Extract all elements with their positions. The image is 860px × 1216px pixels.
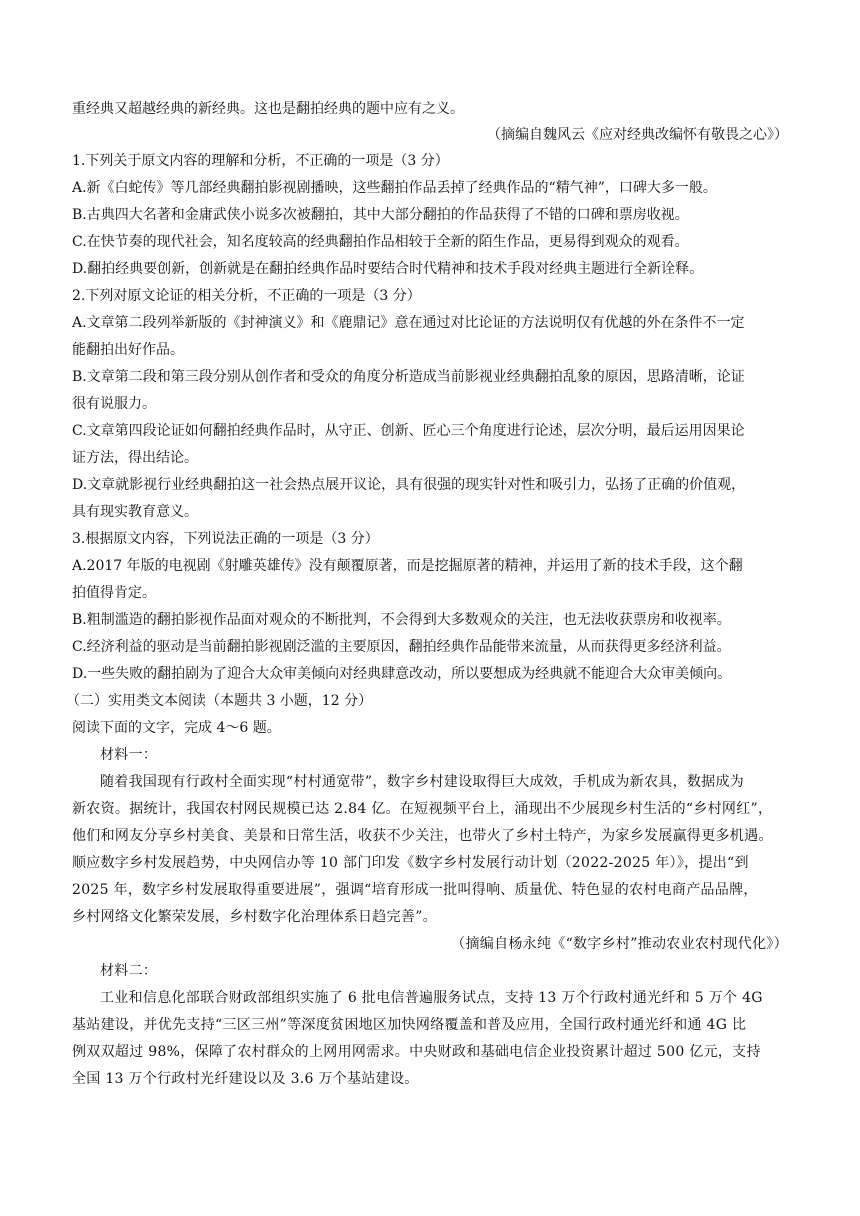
material-1-label: 材料一： — [100, 747, 158, 763]
question-2-option-d-cont: 具有现实教育意义。 — [72, 504, 198, 520]
question-2-option-d: D.文章就影视行业经典翻拍这一社会热点展开议论，具有很强的现实针对性和吸引力，弘扬了正确的价值观， — [72, 477, 746, 493]
question-2-stem: 2.下列对原文论证的相关分析，不正确的一项是（3 分） — [72, 288, 421, 304]
material-2-line-1: 工业和信息化部联合财政部组织实施了 6 批电信普遍服务试点，支持 13 万个行政村通光纤和 5 万个 4G — [100, 990, 763, 1006]
material-1-line-2: 新农资。据统计，我国农村网民规模已达 2.84 亿。在短视频平台上，涌现出不少展现乡村生活的“乡村网红”， — [72, 801, 773, 817]
passage-end-line: 重经典又超越经典的新经典。这也是翻拍经典的题中应有之义。 — [72, 101, 464, 117]
question-3-option-a-cont: 拍值得肯定。 — [72, 585, 156, 601]
question-2-option-a: A.文章第二段列举新版的《封神演义》和《鹿鼎记》意在通过对比论证的方法说明仅有优越的外在条件不一定 — [72, 315, 745, 331]
question-1-option-b: B.古典四大名著和金庸武侠小说多次被翻拍，其中大部分翻拍的作品获得了不错的口碑和票房收视。 — [72, 207, 689, 223]
material-2-line-3: 例双双超过 98%，保障了农村群众的上网用网需求。中央财政和基础电信企业投资累计超过 500 亿元，支持 — [72, 1044, 761, 1060]
question-3-stem: 3.根据原文内容，下列说法正确的一项是（3 分） — [72, 531, 379, 547]
question-3-option-a: A.2017 年版的电视剧《射雕英雄传》没有颠覆原著，而是挖掘原著的精神，并运用了新的技术手段，这个翻 — [72, 558, 743, 574]
question-1-stem: 1.下列关于原文内容的理解和分析，不正确的一项是（3 分） — [72, 153, 449, 169]
question-1-option-c: C.在快节奏的现代社会，知名度较高的经典翻拍作品相较于全新的陌生作品，更易得到观众的观看。 — [72, 234, 689, 250]
section-2-instruction: 阅读下面的文字，完成 4～6 题。 — [72, 720, 281, 736]
material-1-line-1: 随着我国现有行政村全面实现“村村通宽带”，数字乡村建设取得巨大成效，手机成为新农具，数据成为 — [100, 774, 745, 790]
material-1-source: （摘编自杨永纯《“数字乡村”推动农业农村现代化》） — [451, 936, 788, 952]
question-2-option-b: B.文章第二段和第三段分别从创作者和受众的角度分析造成当前影视业经典翻拍乱象的原因，思路清晰，论证 — [72, 369, 745, 385]
question-2-option-b-cont: 很有说服力。 — [72, 396, 156, 412]
material-2-line-2: 基站建设，并优先支持“三区三州”等深度贫困地区加快网络覆盖和普及应用，全国行政村通光纤和通 4G 比 — [72, 1017, 747, 1033]
passage-source: （摘编自魏风云《应对经典改编怀有敬畏之心》） — [487, 127, 788, 143]
material-1-line-6: 乡村网络文化繁荣发展，乡村数字化治理体系日趋完善”。 — [72, 909, 437, 925]
material-1-line-4: 顺应数字乡村发展趋势，中央网信办等 10 部门印发《数字乡村发展行动计划（2022-2025 年）》，提出“到 — [72, 855, 749, 871]
question-3-option-b: B.粗制滥造的翻拍影视作品面对观众的不断批判，不会得到大多数观众的关注，也无法收获票房和收视率。 — [72, 612, 731, 628]
material-1-line-5: 2025 年，数字乡村发展取得重要进展”，强调“培育形成一批叫得响、质量优、特色显的农村电商产品品牌， — [72, 882, 758, 898]
question-2-option-c-cont: 证方法，得出结论。 — [72, 450, 198, 466]
question-2-option-c: C.文章第四段论证如何翻拍经典作品时，从守正、创新、匠心三个角度进行论述，层次分明，最后运用因果论 — [72, 423, 745, 439]
question-3-option-d: D.一些失败的翻拍剧为了迎合大众审美倾向对经典肆意改动，所以要想成为经典就不能迎合大众审美倾向。 — [72, 666, 732, 682]
question-3-option-c: C.经济利益的驱动是当前翻拍影视剧泛滥的主要原因，翻拍经典作品能带来流量，从而获得更多经济利益。 — [72, 639, 731, 655]
question-2-option-a-cont: 能翻拍出好作品。 — [72, 342, 184, 358]
material-2-line-4: 全国 13 万个行政村光纤建设以及 3.6 万个基站建设。 — [72, 1071, 419, 1087]
material-1-line-3: 他们和网友分享乡村美食、美景和日常生活，收获不少关注，也带火了乡村土特产，为家乡发展赢得更多机遇。 — [72, 828, 773, 844]
question-1-option-a: A.新《白蛇传》等几部经典翻拍影视剧播映，这些翻拍作品丢掉了经典作品的“精气神”，口碑大多一般。 — [72, 180, 717, 196]
material-2-label: 材料二： — [100, 963, 158, 979]
section-2-title: （二）实用类文本阅读（本题共 3 小题，12 分） — [66, 693, 373, 709]
question-1-option-d: D.翻拍经典要创新，创新就是在翻拍经典作品时要结合时代精神和技术手段对经典主题进行全新诠释。 — [72, 261, 704, 277]
